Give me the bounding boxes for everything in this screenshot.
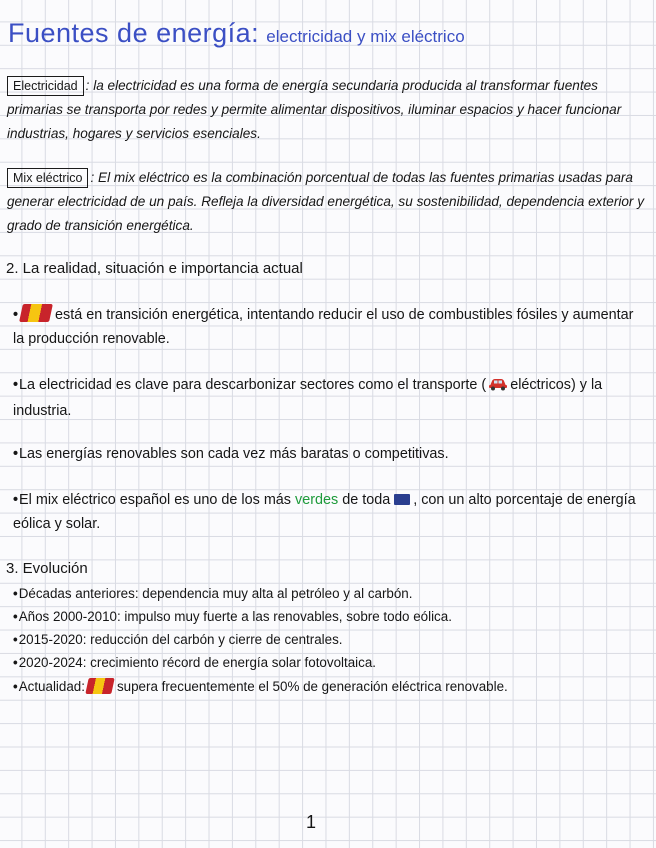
list-item: •2015-2020: reducción del carbón y cierre de centrales.: [13, 632, 343, 647]
highlight-verdes: verdes: [295, 492, 339, 508]
page-title: [8, 18, 465, 49]
term-electricidad: Electricidad: [7, 76, 84, 96]
list-item: •Años 2000-2010: impulso muy fuerte a las renovables, sobre todo eólica.: [13, 609, 452, 624]
definition-text: El mix eléctrico es la combinación porcentual de todas las fuentes primarias usadas para generar electricidad de un país. Refleja la diversidad energética, su sostenibilidad, dependencia exterior y grado de transición energética.: [7, 170, 645, 233]
list-item: •El mix eléctrico español es uno de los más verdes de toda , con un alto porcentaje de energía eólica y solar.: [13, 492, 636, 532]
list-item: •Actualidad: supera frecuentemente el 50% de generación eléctrica renovable.: [13, 679, 508, 694]
title-main: Fuentes de energía:: [8, 18, 260, 48]
title-subtitle: electricidad y mix eléctrico: [266, 27, 465, 46]
spain-flag-icon: [85, 678, 114, 694]
definition-text: la electricidad es una forma de energía secundaria producida al transformar fuentes primarias se transporta por redes y permite alimentar dispositivos, iluminar espacios y hacer funcionar industrias, hogares y servicios esenciales.: [7, 78, 622, 141]
definition-electricidad: [7, 74, 647, 146]
definition-mix-electrico: [7, 166, 647, 238]
list-item: •La electricidad es clave para descarbonizar sectores como el transporte ( eléctricos) y la industria.: [13, 377, 603, 419]
term-mix-electrico: Mix eléctrico: [7, 168, 88, 188]
section-heading-3: 3. Evolución: [6, 560, 88, 577]
list-item: •2020-2024: crecimiento récord de energía solar fotovoltaica.: [13, 655, 376, 670]
page-number: 1: [306, 812, 317, 832]
separator: :: [85, 78, 90, 93]
list-item: •Las energías renovables son cada vez más baratas o competitivas.: [13, 446, 449, 462]
list-item: • está en transición energética, intentando reducir el uso de combustibles fósiles y aumentar la producción renovable.: [13, 303, 647, 351]
spain-flag-icon: [19, 304, 53, 322]
eu-flag-icon: [394, 494, 410, 505]
section-heading-2: 2. La realidad, situación e importancia actual: [6, 260, 303, 277]
separator: :: [90, 170, 95, 185]
car-icon: [488, 375, 508, 399]
list-item: •Décadas anteriores: dependencia muy alta al petróleo y al carbón.: [13, 586, 413, 601]
